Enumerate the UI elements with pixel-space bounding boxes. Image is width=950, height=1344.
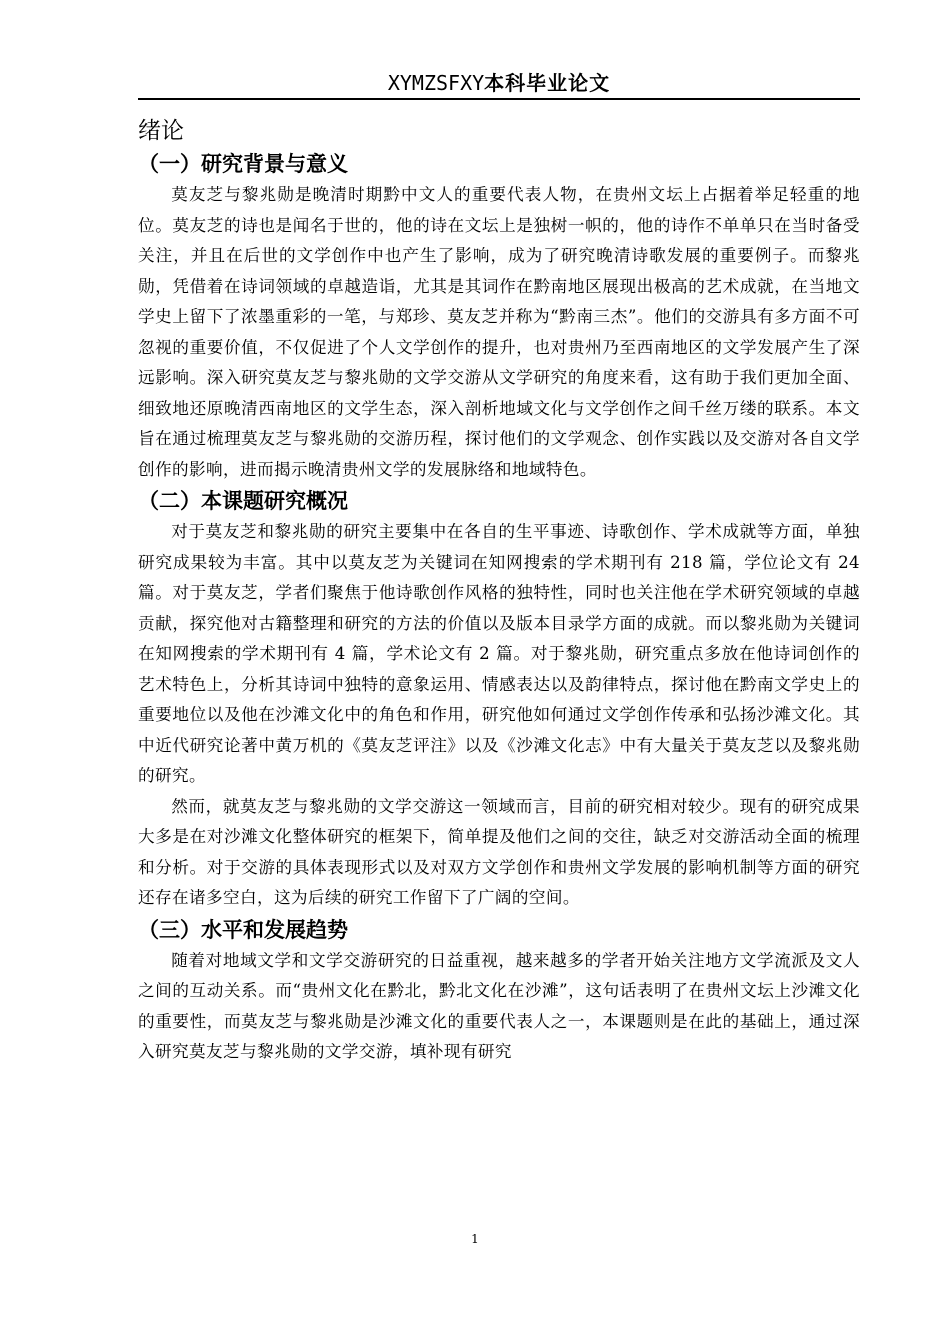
running-header bbox=[138, 68, 860, 98]
page-body bbox=[138, 114, 860, 1068]
paragraph-background: 莫友芝与黎兆勋是晚清时期黔中文人的重要代表人物，在贵州文坛上占据着举足轻重的地位。莫友芝的诗也是闻名于世的，他的诗在文坛上是独树一帜的，他的诗作不单单只在当时备受关注，并且在后世的文学创作中也产生了影响，成为了研究晚清诗歌发展的重要例子。而黎兆勋，凭借着在诗词领域的卓越造诣，尤其是其词作在黔南地区展现出极高的艺术成就，在当地文学史上留下了浓墨重彩的一笔，与郑珍、莫友芝并称为“黔南三杰”。他们的交游具有多方面不可忽视的重要价值，不仅促进了个人文学创作的提升，也对贵州乃至西南地区的文学发展产生了深远影响。深入研究莫友芝与黎兆勋的文学交游从文学研究的角度来看，这有助于我们更加全面、细致地还原晚清西南地区的文学生态，深入剖析地域文化与文学创作之间千丝万缕的联系。本文旨在通过梳理莫友芝与黎兆勋的交游历程，探讨他们的文学观念、创作实践以及交游对各自文学创作的影响，进而揭示晚清贵州文学的发展脉络和地域特色。 bbox=[138, 185, 860, 479]
page-number: 1 bbox=[471, 1232, 479, 1246]
paragraph-trends: 随着对地域文学和文学交游研究的日益重视，越来越多的学者开始关注地方文学流派及文人之间的互动关系。而“贵州文化在黔北，黔北文化在沙滩”，这句话表明了在贵州文坛上沙滩文化的重要性，而莫友芝与黎兆勋是沙滩文化的重要代表人之一，本课题则是在此的基础上，通过深入研究莫友芝与黎兆勋的文学交游，填补现有研究 bbox=[138, 950, 860, 1061]
header-code: XYMZSFXY bbox=[387, 71, 485, 95]
header-title: 本科毕业论文 bbox=[484, 71, 611, 95]
section-title-overview: （二）本课题研究概况 bbox=[138, 489, 348, 513]
paragraph-overview-2: 然而，就莫友芝与黎兆勋的文学交游这一领域而言，目前的研究相对较少。现有的研究成果大多是在对沙滩文化整体研究的框架下，简单提及他们之间的交往，缺乏对交游活动全面的梳理和分析。对于交游的具体表现形式以及对双方文学创作和贵州文学发展的影响机制等方面的研究还存在诸多空白，这为后续的研究工作留下了广阔的空间。 bbox=[138, 796, 860, 907]
paragraph-overview-1: 对于莫友芝和黎兆勋的研究主要集中在各自的生平事迹、诗歌创作、学术成就等方面，单独研究成果较为丰富。其中以莫友芝为关键词在知网搜索的学术期刊有 218 篇，学位论文有 24 篇。对于莫友芝，学者们聚焦于他诗歌创作风格的独特性，同时也关注他在学术研究领域的卓越贡献，探究他对古籍整理和研究的方法的价值以及版本目录学方面的成就。而以黎兆勋为关键词在知网搜索的学术期刊有 4 篇，学术论文有 2 篇。对于黎兆勋，研究重点多放在他诗词创作的艺术特色上，分析其诗词中独特的意象运用、情感表达以及韵律特点，探讨他在黔南文学史上的重要地位以及他在沙滩文化中的角色和作用，研究他如何通过文学创作传承和弘扬沙滩文化。其中近代研究论著中黄万机的《莫友芝评注》以及《沙滩文化志》中有大量关于莫友芝以及黎兆勋的研究。 bbox=[138, 522, 860, 785]
chapter-title: 绪论 bbox=[138, 118, 184, 144]
section-title-background: （一）研究背景与意义 bbox=[138, 152, 348, 176]
header-rule bbox=[138, 98, 860, 100]
section-title-trends: （三）水平和发展趋势 bbox=[138, 917, 348, 942]
